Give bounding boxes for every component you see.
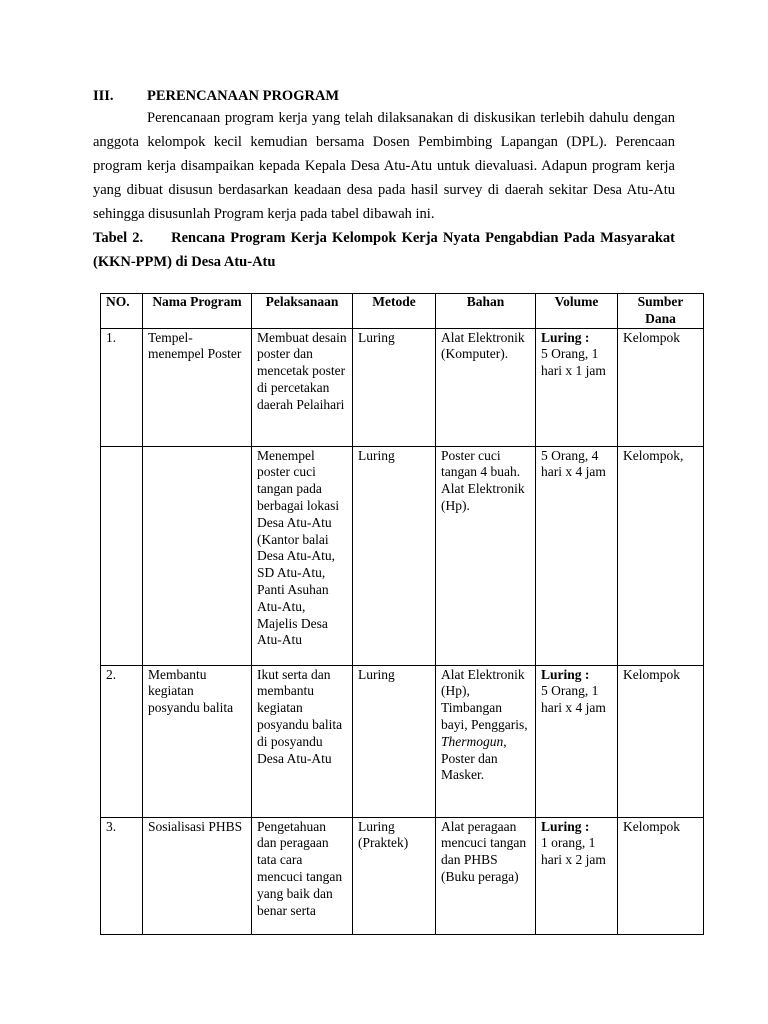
cell-bahan: Alat peragaan mencuci tangan dan PHBS (Buku peraga) [436, 817, 536, 934]
bahan-italic-text: Thermogun [441, 733, 504, 749]
cell-volume [536, 665, 618, 817]
header-pelaksanaan: Pelaksanaan [252, 294, 353, 329]
bahan-text-end: , Poster dan Masker. [441, 733, 507, 783]
cell-dana: Kelompok, [618, 446, 704, 665]
table-row [101, 446, 704, 665]
section-heading [93, 86, 675, 106]
section-title: PERENCANAAN PROGRAM [147, 88, 340, 104]
header-sumber-dana: Sumber Dana [618, 294, 704, 329]
volume-value: 1 orang, 1 hari x 2 jam [541, 835, 606, 868]
cell-dana: Kelompok [618, 665, 704, 817]
cell-volume: 5 Orang, 4 hari x 4 jam [536, 446, 618, 665]
bahan-text: Alat Elektronik (Hp), Timbangan bayi, Penggaris, [441, 666, 528, 732]
cell-pelaksanaan: Menempel poster cuci tangan pada berbagai lokasi Desa Atu-Atu (Kantor balai Desa Atu-Atu, SD Atu-Atu, Panti Asuhan Atu-Atu, Majelis Desa Atu-Atu [252, 446, 353, 665]
cell-pelaksanaan: Membuat desain poster dan mencetak poster di percetakan daerah Pelaihari [252, 328, 353, 446]
program-table [100, 293, 704, 935]
header-bahan: Bahan [436, 294, 536, 329]
volume-label: Luring : [541, 666, 590, 682]
cell-metode: Luring [353, 328, 436, 446]
document-page [93, 86, 675, 274]
cell-no [101, 446, 143, 665]
cell-dana: Kelompok [618, 328, 704, 446]
header-no: NO. [101, 294, 143, 329]
cell-bahan [436, 665, 536, 817]
cell-metode: Luring [353, 446, 436, 665]
cell-bahan: Alat Elektronik (Komputer). [436, 328, 536, 446]
section-paragraph: Perencanaan program kerja yang telah dilaksanakan di diskusikan terlebih dahulu dengan anggota kelompok kecil kemudian bersama Dosen Pembimbing Lapangan (DPL). Perencaan program kerja disampaikan kepada Kepala Desa Atu-Atu untuk dievaluasi. Adapun program kerja yang dibuat disusun berdasarkan keadaan desa pada hasil survey di daerah sekitar Desa Atu-Atu sehingga disusunlah Program kerja pada tabel dibawah ini. [93, 110, 675, 222]
section-number: III. [93, 88, 114, 104]
volume-label: Luring : [541, 818, 590, 834]
table-row [101, 665, 704, 817]
table-caption-text: Rencana Program Kerja Kelompok Kerja Nyata Pengabdian Pada Masyarakat (KKN-PPM) di Desa Atu-Atu [93, 230, 675, 270]
table-caption-label: Tabel 2. [93, 230, 144, 246]
cell-dana: Kelompok [618, 817, 704, 934]
cell-metode: Luring [353, 665, 436, 817]
table-caption [93, 226, 675, 274]
cell-program: Sosialisasi PHBS [143, 817, 252, 934]
cell-no: 1. [101, 328, 143, 446]
header-nama-program: Nama Program [143, 294, 252, 329]
table-row [101, 817, 704, 934]
volume-value: 5 Orang, 1 hari x 4 jam [541, 683, 606, 716]
cell-no: 2. [101, 665, 143, 817]
cell-volume [536, 328, 618, 446]
cell-pelaksanaan: Ikut serta dan membantu kegiatan posyandu balita di posyandu Desa Atu-Atu [252, 665, 353, 817]
volume-value: 5 Orang, 1 hari x 1 jam [541, 346, 606, 379]
table-header-row [101, 294, 704, 329]
cell-volume [536, 817, 618, 934]
cell-program: Tempel-menempel Poster [143, 328, 252, 446]
cell-bahan: Poster cuci tangan 4 buah. Alat Elektronik (Hp). [436, 446, 536, 665]
volume-label: Luring : [541, 329, 590, 345]
table-row [101, 328, 704, 446]
cell-program [143, 446, 252, 665]
cell-no: 3. [101, 817, 143, 934]
header-metode: Metode [353, 294, 436, 329]
cell-pelaksanaan: Pengetahuan dan peragaan tata cara mencuci tangan yang baik dan benar serta [252, 817, 353, 934]
cell-program: Membantu kegiatan posyandu balita [143, 665, 252, 817]
cell-metode: Luring (Praktek) [353, 817, 436, 934]
header-volume: Volume [536, 294, 618, 329]
